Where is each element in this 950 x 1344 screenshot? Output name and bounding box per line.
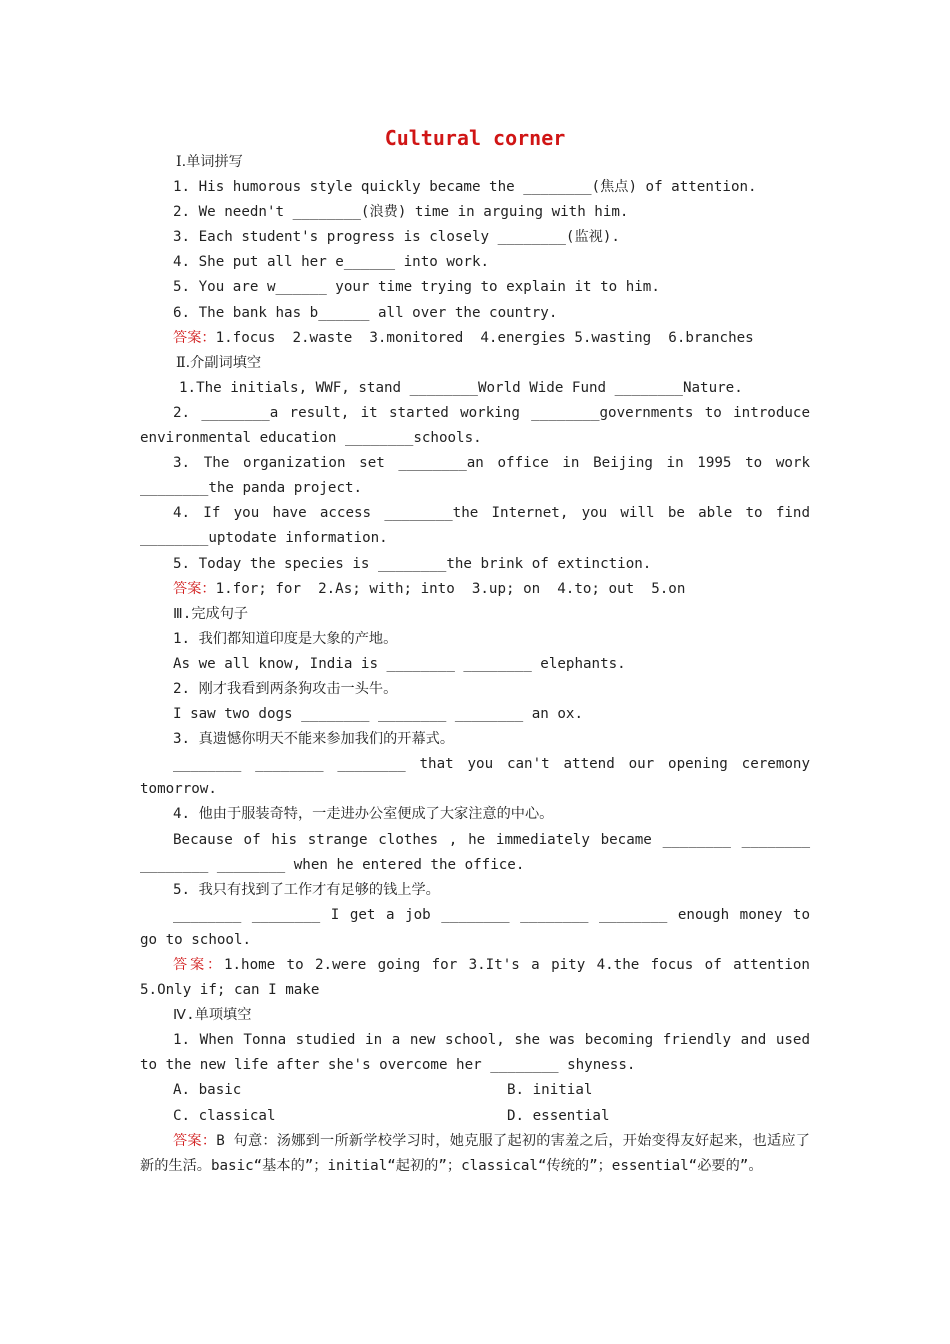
section-3-chinese: 3. 真遗憾你明天不能来参加我们的开幕式。 [173,731,455,748]
section-3-chinese: 2. 刚才我看到两条狗攻击一头牛。 [173,680,398,697]
section-2-heading: Ⅱ.介副词填空 [176,354,262,371]
section-1-item: 2. We needn't ________(浪费) time in arguing with him. [173,204,629,221]
answer-text: 1.focus 2.waste 3.monitored 4.energies 5.wasting 6.branches [215,329,754,346]
answer-text: 1.home to 2.were going for 3.It's a pity 4.the focus of attention 5.Only if; can I make [140,957,810,999]
section-3-english: I saw two dogs ________ ________ ________ an ox. [173,706,583,723]
section-3-chinese: 1. 我们都知道印度是大象的产地。 [173,630,398,647]
page-title: Cultural corner [384,126,566,150]
section-3-answer [140,953,810,1003]
section-2-item: 2. ________a result, it started working ________governments to introduce environmental education ________schools. [140,404,810,447]
section-1-item: 5. You are w______ your time trying to explain it to him. [173,279,660,296]
section-2-item: 4. If you have access ________the Internet, you will be able to find ________uptodate information. [140,505,810,547]
answer-label: 答案： [173,957,224,973]
section-3-english: Because of his strange clothes , he immediately became ________ ________ ________ ________ when he entered the office. [140,831,810,873]
section-3-heading: Ⅲ.完成句子 [173,605,249,622]
section-1-heading: Ⅰ.单词拼写 [176,154,243,170]
option-d: D. essential [507,1107,610,1124]
section-2-answer [140,577,810,602]
answer-label: 答案： [173,329,216,346]
section-3-chinese: 5. 我只有找到了工作才有足够的钱上学。 [173,881,440,898]
section-3-chinese: 4. 他由于服装奇特，一走进办公室便成了大家注意的中心。 [173,806,554,823]
answer-text: 1.for; for 2.As; with; into 3.up; on 4.to; out 5.on [215,580,686,597]
section-2-item: 3. The organization set ________an office in Beijing in 1995 to work ________the panda project. [140,455,810,497]
section-2-item: 5. Today the species is ________the brink of extinction. [173,555,652,572]
section-1-item: 6. The bank has b______ all over the country. [173,304,558,321]
worksheet-page [140,124,810,1179]
answer-label: 答案： [173,1132,217,1149]
section-1-answer [140,326,810,351]
section-4-question: 1. When Tonna studied in a new school, she was becoming friendly and used to the new life after she's overcome her ________ shyness. [140,1032,810,1074]
options-row [140,1104,810,1129]
option-a: A. basic [173,1082,242,1099]
section-1-item: 3. Each student's progress is closely ________(监视). [173,229,620,246]
section-1-item: 4. She put all her e______ into work. [173,254,490,271]
answer-text: B 句意：汤娜到一所新学校学习时，她克服了起初的害羞之后，开始变得友好起来，也适应了新的生活。basic“基本的”；initial“起初的”；classical“传统的”；essential“必要的”。 [140,1132,810,1174]
section-2-item: 1.The initials, WWF, stand ________World Wide Fund ________Nature. [179,379,743,396]
option-b: B. initial [507,1082,593,1099]
section-4-answer [140,1129,810,1179]
section-3-english: ________ ________ ________ that you can't attend our opening ceremony tomorrow. [140,756,810,798]
section-3-english: ________ ________ I get a job ________ ________ ________ enough money to go to school. [140,906,810,948]
options-row [140,1078,810,1103]
section-3-english: As we all know, India is ________ ________ elephants. [173,655,626,672]
section-4-heading: Ⅳ.单项填空 [173,1007,252,1024]
section-1-item: 1. His humorous style quickly became the ________(焦点) of attention. [173,179,757,196]
answer-label: 答案： [173,580,216,597]
option-c: C. classical [173,1107,276,1124]
